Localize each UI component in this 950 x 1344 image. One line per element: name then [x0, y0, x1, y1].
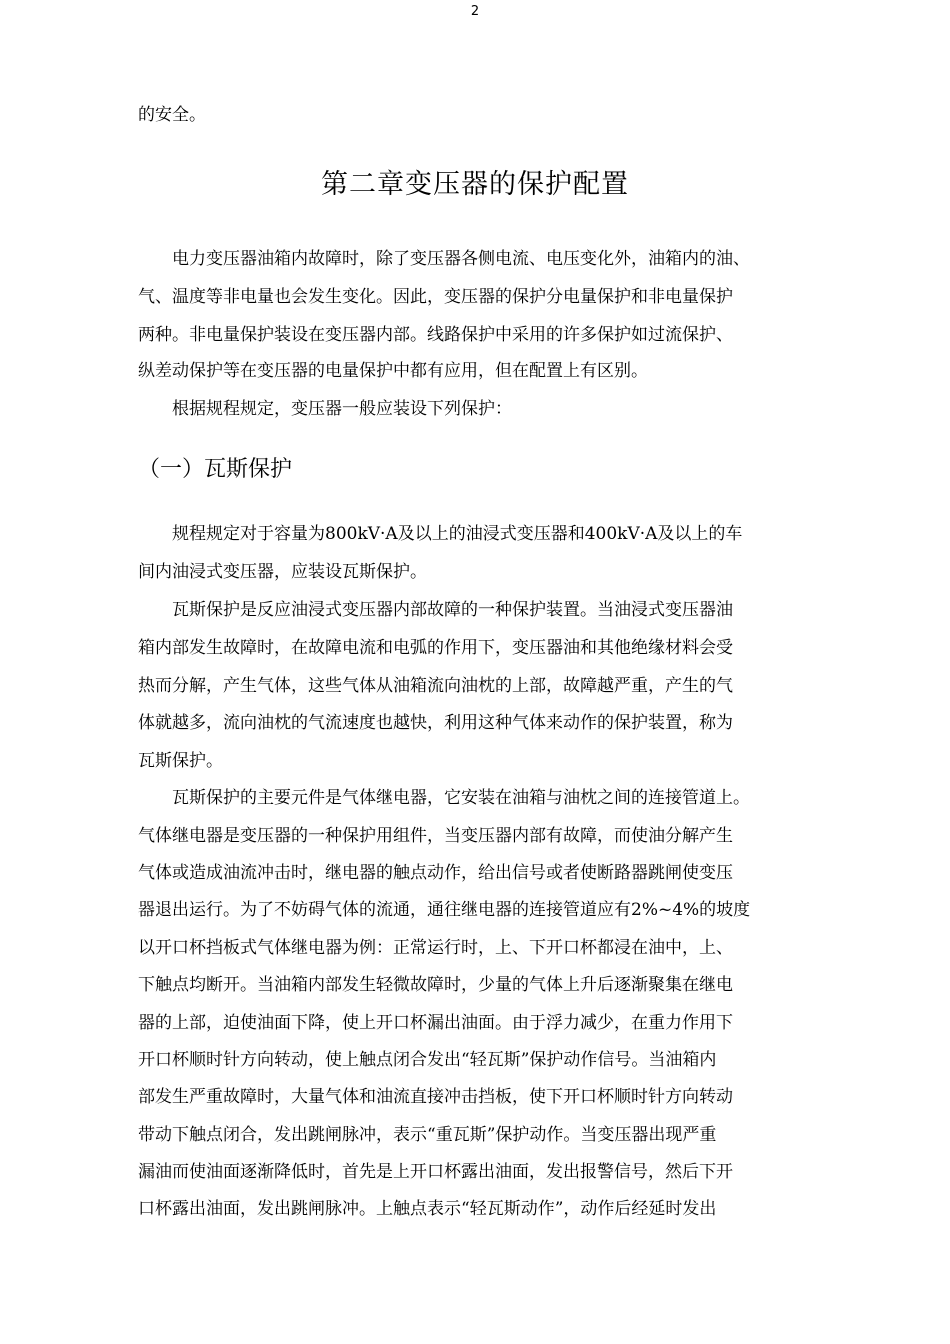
paragraph-line: 根据规程规定，变压器一般应装设下列保护： [172, 399, 512, 419]
paragraph-line: 规程规定对于容量为800kV·A及以上的油浸式变压器和400kV·A及以上的车 [172, 524, 743, 544]
page-number: 2 [470, 4, 480, 19]
paragraph-line: 瓦斯保护的主要元件是气体继电器，它安装在油箱与油枕之间的连接管道上。 [172, 788, 750, 808]
paragraph-line: 下触点均断开。当油箱内部发生轻微故障时，少量的气体上升后逐渐聚集在继电 [138, 975, 733, 995]
paragraph-line: 气体继电器是变压器的一种保护用组件，当变压器内部有故障，而使油分解产生 [138, 826, 733, 846]
paragraph-line: 间内油浸式变压器，应装设瓦斯保护。 [138, 562, 427, 582]
paragraph-line: 部发生严重故障时，大量气体和油流直接冲击挡板，使下开口杯顺时针方向转动 [138, 1087, 733, 1107]
section-heading: （一）瓦斯保护 [138, 457, 293, 482]
paragraph-line: 漏油而使油面逐渐降低时，首先是上开口杯露出油面，发出报警信号，然后下开 [138, 1162, 733, 1182]
paragraph-line: 两种。非电量保护装设在变压器内部。线路保护中采用的许多保护如过流保护、 [138, 325, 733, 345]
paragraph-line: 箱内部发生故障时，在故障电流和电弧的作用下，变压器油和其他绝缘材料会受 [138, 638, 733, 658]
paragraph-line: 纵差动保护等在变压器的电量保护中都有应用，但在配置上有区别。 [138, 361, 648, 381]
chapter-title: 第二章变压器的保护配置 [321, 169, 629, 200]
paragraph-line: 电力变压器油箱内故障时，除了变压器各侧电流、电压变化外，油箱内的油、 [172, 249, 750, 269]
paragraph-continuation: 的安全。 [138, 105, 206, 125]
paragraph-line: 气、温度等非电量也会发生变化。因此，变压器的保护分电量保护和非电量保护 [138, 287, 733, 307]
paragraph-line: 带动下触点闭合，发出跳闸脉冲，表示“重瓦斯”保护动作。当变压器出现严重 [138, 1125, 717, 1145]
paragraph-line: 瓦斯保护。 [138, 751, 223, 771]
paragraph-line: 体就越多，流向油枕的气流速度也越快，利用这种气体来动作的保护装置，称为 [138, 713, 733, 733]
paragraph-line: 气体或造成油流冲击时，继电器的触点动作，给出信号或者使断路器跳闸使变压 [138, 863, 733, 883]
paragraph-line: 开口杯顺时针方向转动，使上触点闭合发出“轻瓦斯”保护动作信号。当油箱内 [138, 1050, 717, 1070]
paragraph-line: 器的上部，迫使油面下降，使上开口杯漏出油面。由于浮力减少，在重力作用下 [138, 1013, 733, 1033]
paragraph-line: 热而分解，产生气体，这些气体从油箱流向油枕的上部，故障越严重，产生的气 [138, 676, 733, 696]
paragraph-line: 以开口杯挡板式气体继电器为例：正常运行时，上、下开口杯都浸在油中，上、 [138, 938, 733, 958]
paragraph-line: 瓦斯保护是反应油浸式变压器内部故障的一种保护装置。当油浸式变压器油 [172, 600, 733, 620]
paragraph-line: 口杯露出油面，发出跳闸脉冲。上触点表示“轻瓦斯动作”，动作后经延时发出 [138, 1199, 717, 1219]
paragraph-line: 器退出运行。为了不妨碍气体的流通，通往继电器的连接管道应有2%~4%的坡度 [138, 900, 751, 920]
